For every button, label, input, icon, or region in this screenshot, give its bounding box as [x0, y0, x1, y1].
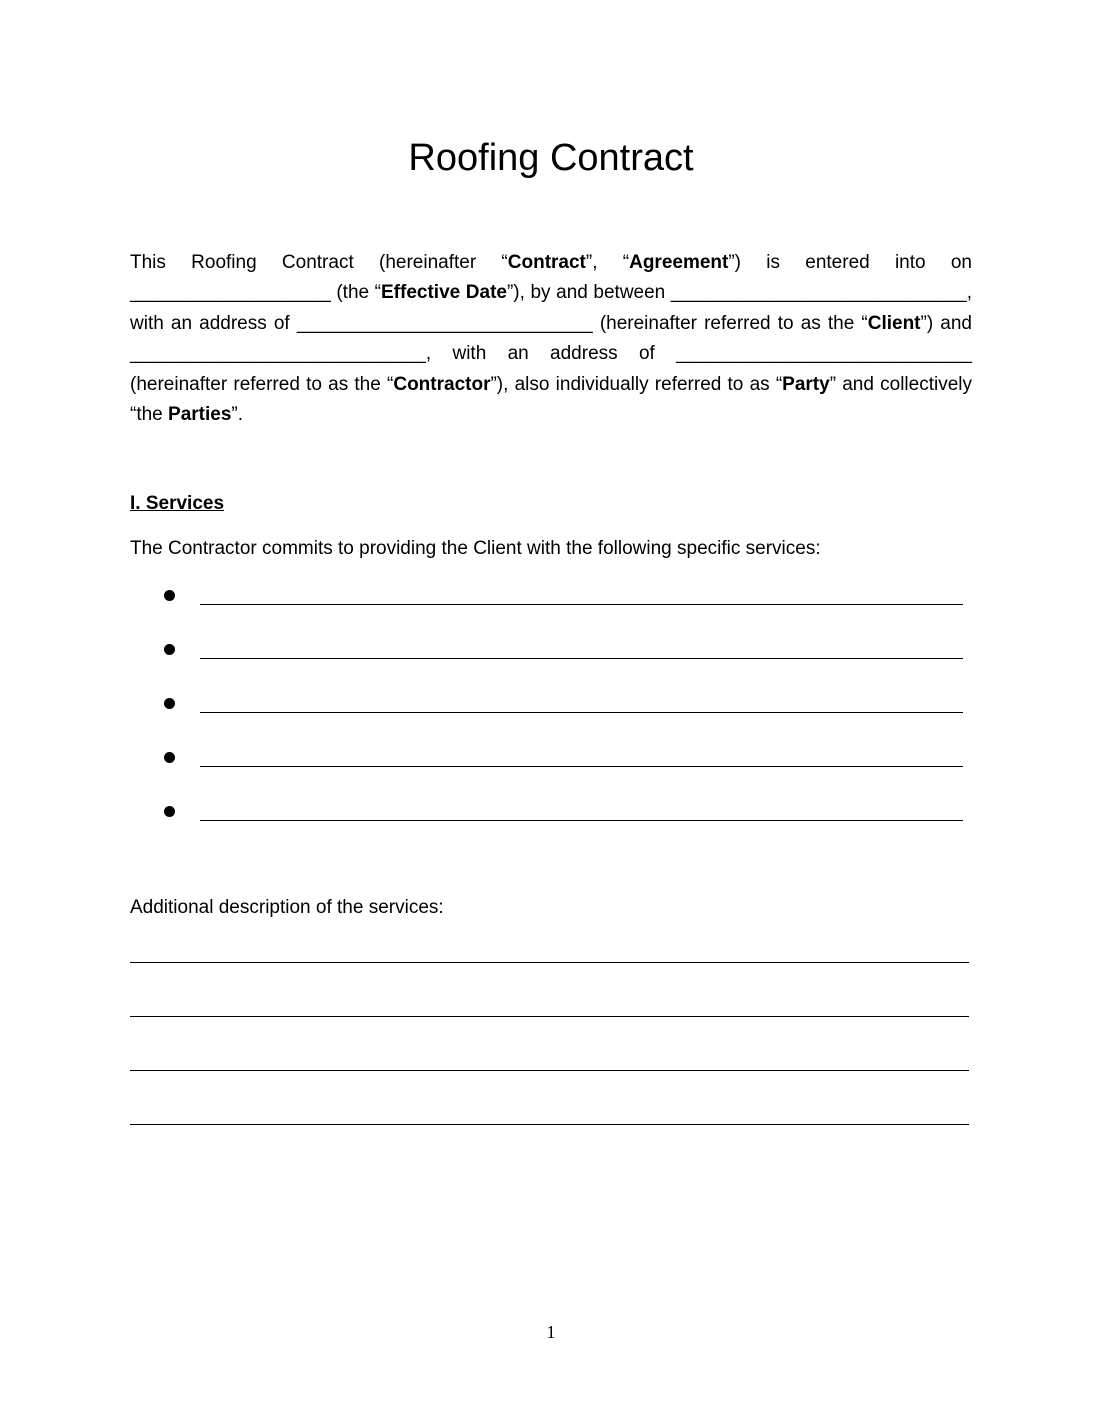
- intro-text: ”, “: [585, 252, 630, 273]
- blank-rule: [130, 1070, 969, 1071]
- service-blank-item: [0, 690, 1102, 744]
- term-parties: Parties: [168, 404, 232, 426]
- intro-text: ”), by and between ____________________________, with an address of ____________________________ (hereinafter referred to as the “: [130, 282, 972, 334]
- intro-text: ”) is entered into on ___________________ (the “: [130, 252, 973, 304]
- additional-description-blank[interactable]: [130, 940, 969, 994]
- services-bullet-list: [0, 582, 1102, 852]
- service-blank-item: [0, 744, 1102, 798]
- intro-text: ” and collectively “the: [130, 373, 972, 426]
- service-blank-line[interactable]: [200, 658, 963, 659]
- bullet-icon: [164, 698, 175, 709]
- services-lead-text: The Contractor commits to providing the Client with the following specific services:: [130, 538, 821, 559]
- intro-text: This Roofing Contract (hereinafter “: [130, 252, 508, 273]
- intro-paragraph: [130, 248, 972, 430]
- term-contractor: Contractor: [393, 373, 491, 395]
- service-blank-item: [0, 798, 1102, 852]
- service-blank-line[interactable]: [200, 712, 963, 713]
- term-contract: Contract: [507, 252, 586, 273]
- bullet-icon: [164, 644, 175, 655]
- term-agreement: Agreement: [629, 252, 729, 273]
- blank-rule: [130, 962, 969, 963]
- bullet-icon: [164, 752, 175, 763]
- intro-text: ”.: [231, 404, 244, 426]
- page-number: 1: [546, 1322, 556, 1342]
- service-blank-item: [0, 582, 1102, 636]
- service-blank-item: [0, 636, 1102, 690]
- additional-description-label: Additional description of the services:: [130, 897, 444, 918]
- service-blank-line[interactable]: [200, 820, 963, 821]
- service-blank-line[interactable]: [200, 766, 963, 767]
- blank-rule: [130, 1124, 969, 1125]
- term-effective-date: Effective Date: [381, 282, 507, 304]
- document-title: Roofing Contract: [408, 137, 694, 179]
- additional-description-blank[interactable]: [130, 1102, 969, 1156]
- intro-text: ”) and ____________________________, with an address of ____________________________ (hereinafter referred to as the “: [130, 312, 972, 395]
- additional-description-blank[interactable]: [130, 1048, 969, 1102]
- section-heading-services: I. Services: [130, 493, 225, 514]
- bullet-icon: [164, 590, 175, 601]
- bullet-icon: [164, 806, 175, 817]
- additional-description-lines: [130, 940, 969, 1156]
- service-blank-line[interactable]: [200, 604, 963, 605]
- additional-description-blank[interactable]: [130, 994, 969, 1048]
- term-party: Party: [782, 373, 830, 395]
- intro-text: ”), also individually referred to as “: [490, 373, 783, 395]
- term-client: Client: [867, 312, 921, 334]
- blank-rule: [130, 1016, 969, 1017]
